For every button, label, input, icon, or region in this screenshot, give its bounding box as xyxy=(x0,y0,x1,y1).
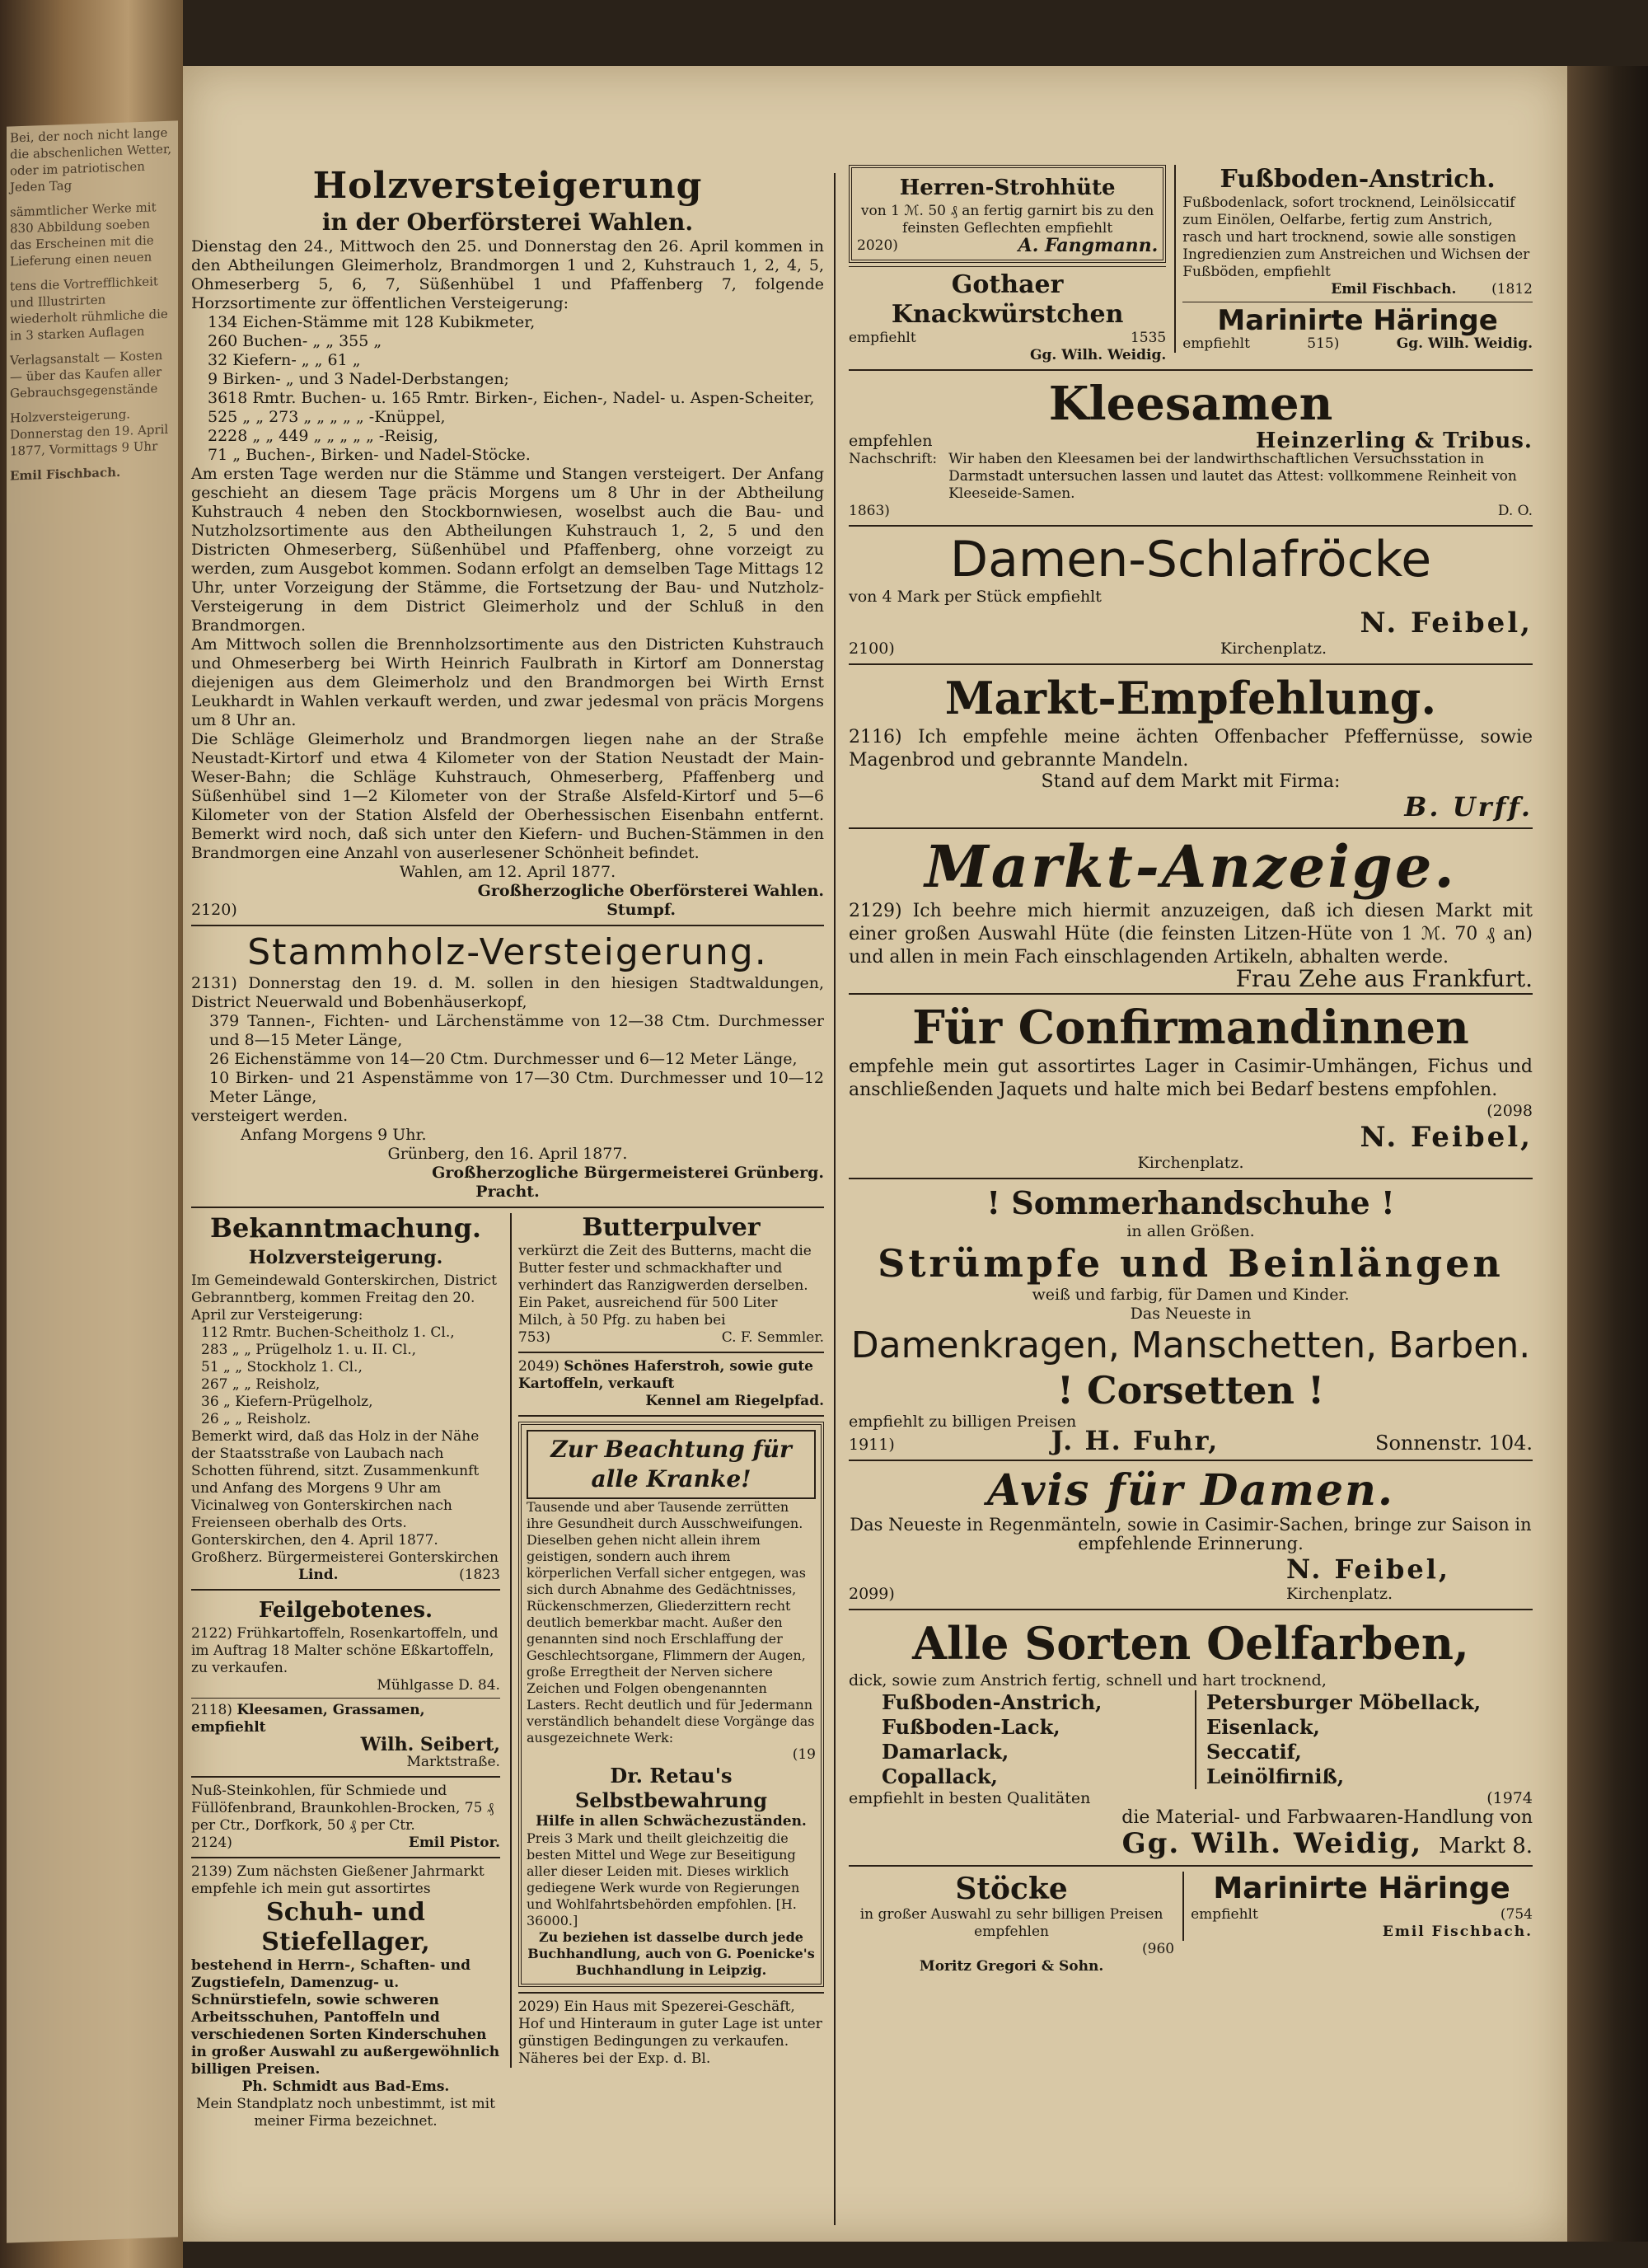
ad-steinkohlen xyxy=(191,1783,500,1852)
ad-text: empfiehlt xyxy=(1182,335,1250,352)
ad-number: 2020) xyxy=(857,237,898,254)
ad-newest: Das Neueste in xyxy=(1130,1305,1252,1323)
ad-kleesamen xyxy=(849,376,1533,520)
item: 10 Birken- und 21 Aspenstämme von 17—30 Ctm. Durchmesser und 10—12 Meter Länge, xyxy=(209,1069,824,1106)
ad-text: bestehend in Herrn-, Schaften- und Zugstiefeln, Damenzug- u. Schnürstiefeln, sowie schweren Arbeitsschuhen, Pantoffeln und verschiedenen Sorten Kinderschuhen in großer Auswahl zu außergewöhnlich billigen Preisen. xyxy=(191,1957,500,2078)
ad-text: empfiehlt xyxy=(849,330,916,346)
ad-signer: Gg. Wilh. Weidig. xyxy=(1396,335,1533,352)
divider xyxy=(849,663,1533,665)
ad-signer: Emil Pistor. xyxy=(408,1835,500,1851)
ad-schlafroecke xyxy=(849,532,1533,658)
divider xyxy=(849,525,1533,527)
ad-number: 2099) xyxy=(849,1585,895,1603)
ad-title: Feilgebotenes. xyxy=(258,1598,433,1623)
ad-intro: 2131) Donnerstag den 19. d. M. sollen in den hiesigen Stadtwaldungen, District Neuerwald und Bobenhäuserkopf, xyxy=(191,974,824,1011)
ad-number: 1535 xyxy=(1130,330,1167,346)
ad-title: Alle Sorten Oelfarben, xyxy=(912,1617,1469,1670)
divider xyxy=(849,993,1533,995)
item: 26 „ „ Reisholz. xyxy=(201,1411,311,1427)
ad-title: Bekanntmachung. xyxy=(209,1212,481,1244)
ad-text: empfiehlt zu billigen Preisen xyxy=(849,1413,1077,1431)
ad-text: in großer Auswahl zu sehr billigen Preisen empfehlen xyxy=(859,1906,1163,1940)
ad-text3: Zu beziehen ist dasselbe durch jede Buchhandlung, auch von G. Poenicke's Buchhandlung in Leipzig. xyxy=(527,1929,815,1978)
authority: Großherzogliche Bürgermeisterei Grünberg. xyxy=(432,1164,824,1182)
item: 260 Buchen- „ „ 355 „ xyxy=(208,332,382,350)
ad-knackwurst xyxy=(849,270,1166,364)
ad-book-sub: Hilfe in allen Schwächezuständen. xyxy=(536,1813,807,1830)
ad-text: empfehle mein gut assortirtes Lager in Casimir-Umhängen, Fichus und anschließenden Jaquets und halte mich bei Bedarf bestens empfohlen. xyxy=(849,1057,1533,1100)
ad-title: Herren-Strohhüte xyxy=(899,176,1116,200)
ad-number: 2100) xyxy=(849,640,895,658)
product-item: Copallack, xyxy=(882,1764,998,1788)
ad-number: 2139) xyxy=(191,1863,232,1880)
ad-title: Damen-Schlafröcke xyxy=(949,531,1432,588)
ad-fussboden xyxy=(1182,165,1533,298)
product-item: Seccatif, xyxy=(1206,1740,1302,1764)
ad-title: Für Confirmandinnen xyxy=(912,1000,1469,1055)
ad-haus xyxy=(518,1999,824,2068)
ad-sommerhandschuhe xyxy=(849,1184,1533,1455)
ad-title: Markt-Anzeige. xyxy=(925,832,1457,901)
ad-signer: Heinzerling & Tribus. xyxy=(1255,429,1533,453)
ad-subtitle: in der Oberförsterei Wahlen. xyxy=(321,209,694,236)
item: 2228 „ „ 449 „ „ „ „ „ -Reisig, xyxy=(208,427,438,445)
ad-signer: J. H. Fuhr, xyxy=(1051,1425,1220,1456)
divider xyxy=(518,1352,824,1353)
ad-date: Gonterskirchen, den 4. April 1877. xyxy=(191,1532,438,1549)
ad-signer: N. Feibel, xyxy=(1286,1553,1450,1585)
book-spine xyxy=(0,0,183,2268)
item: 26 Eichenstämme von 14—20 Ctm. Durchmesser und 6—12 Meter Länge, xyxy=(209,1050,798,1068)
divider xyxy=(849,827,1533,829)
ad-note: Mein Standplatz noch unbestimmt, ist mit meiner Firma bezeichnet. xyxy=(196,2096,495,2130)
ad-title: Stöcke xyxy=(955,1872,1068,1906)
ad-signer: Wilh. Seibert, xyxy=(360,1734,500,1755)
item: 36 „ Kiefern-Prügelholz, xyxy=(201,1394,373,1410)
ad-oelfarben xyxy=(849,1615,1533,1860)
item: 134 Eichen-Stämme mit 128 Kubikmeter, xyxy=(208,313,536,331)
product-item: Petersburger Möbellack, xyxy=(1206,1690,1482,1714)
ad-sizes: in allen Größen. xyxy=(1126,1222,1255,1240)
ad-signer: B. Urff. xyxy=(1404,791,1533,822)
ad-signer: Gg. Wilh. Weidig, xyxy=(1121,1827,1423,1860)
ad-number: (754 xyxy=(1500,1906,1533,1923)
ad-title: Marinirte Häringe xyxy=(1217,304,1498,337)
ad-number: (1812 xyxy=(1491,281,1533,298)
ad-title: Stammholz-Versteigerung. xyxy=(247,931,768,973)
item: 71 „ Buchen-, Birken- und Nadel-Stöcke. xyxy=(208,446,531,464)
divider xyxy=(849,1460,1533,1461)
ad-best: empfiehlt in besten Qualitäten xyxy=(849,1789,1091,1807)
ad-title: Butterpulver xyxy=(582,1213,761,1242)
ad-title: Kleesamen xyxy=(1048,377,1333,431)
left-fragment-2: tens die Vortrefflichkeit und Illustrirten wiederholt rühmliche die in 3 starken Auflagen xyxy=(10,274,168,344)
divider xyxy=(849,266,1166,267)
ad-butterpulver xyxy=(518,1213,824,1347)
ad-signer: N. Feibel, xyxy=(1360,1121,1533,1154)
ad-signer: Mühlgasse D. 84. xyxy=(377,1677,500,1694)
ad-number: 2049) xyxy=(517,1358,559,1375)
ad-stand: Stand auf dem Markt mit Firma: xyxy=(1041,771,1341,792)
ad-note: Bemerkt wird, daß das Holz in der Nähe der Staatsstraße von Laubach nach Schotten führend, sitzt. Zusammenkunft und Anfang des Morgens 9 Uhr am Vicinalweg von Gonterskirchen nach Freienseen oberhalb des Orts. xyxy=(191,1428,480,1531)
ad-text: verkürzt die Zeit des Butterns, macht die Butter fester und schmackhafter und verhindert das Ranzigwerden derselben. Ein Paket, ausreichend für 500 Liter Milch, à 50 Pfg. zu haben bei xyxy=(517,1243,812,1328)
divider xyxy=(518,1415,824,1417)
ad-signer: Gg. Wilh. Weidig. xyxy=(1029,347,1167,363)
ad-para: Am ersten Tage werden nur die Stämme und Stangen versteigert. Der Anfang geschieht an diesem Tage präcis Morgens um 8 Uhr in der Abtheilung Kuhstrauch 4 neben den Stockbornwiesen, woselbst auch die Bau- und Nutzholzsortimente aus den Abtheilungen Kuhstrauch 1, 2, 5 und den Districten Ohmeserberg, Süßenhübel und Pfaffenberg, ohne vorzeigt zu werden, zum Ausgebot kommen. Sodann erfolgt an demselben Tage Mittags 12 Uhr, unter Vorzeigung der Stämme, die Fortsetzung der Bau- und Nutzholz-Versteigerung in dem District Gleimerholz und der Schluß in den Brandmorgen. xyxy=(191,465,824,635)
item: 32 Kiefern- „ „ 61 „ xyxy=(208,351,361,369)
ad-haferstroh xyxy=(518,1358,824,1410)
ad-text2: Preis 3 Mark und theilt gleichzeitig die besten Mittel und Wege zur Beseitigung aller dieser Leiden mit. Dieses wirklich gediegene Werk wurde von Regierungen und Wohlfahrtsbehörden empfohlen. [H. 36000.] xyxy=(526,1830,800,1928)
divider xyxy=(191,1589,500,1591)
ad-book-title: Dr. Retau's Selbstbewahrung xyxy=(574,1764,768,1812)
ad-number: 1911) xyxy=(849,1436,895,1454)
ad-text: dick, sowie zum Anstrich fertig, schnell und hart trocknend, xyxy=(849,1671,1327,1689)
ad-number: (2098 xyxy=(1486,1102,1533,1120)
ad-intro: Zum nächsten Gießener Jahrmarkt empfehle ich mein gut assortirtes xyxy=(191,1863,485,1897)
divider xyxy=(191,925,824,926)
ad-number: 2029) xyxy=(517,1999,559,2015)
divider xyxy=(849,1865,1533,1867)
product-item: Damarlack, xyxy=(882,1740,1009,1764)
ad-ps-label: Nachschrift: xyxy=(849,451,938,467)
ad-text: Kleesamen, Grassamen, empfiehlt xyxy=(191,1702,425,1736)
item: 51 „ „ Stockholz 1. Cl., xyxy=(201,1359,363,1375)
ad-number: 2120) xyxy=(191,901,237,919)
ad-para: Die Schläge Gleimerholz und Brandmorgen liegen nahe an der Straße Neustadt-Kirtorf und etwa 4 Kilometer von der Station Neustadt der Main-Weser-Bahn; die Schläge Kuhstrauch, Ohmeserberg, Pfaffenberg und Süßenhübel sind 1—2 Kilometer von der Straße Alsfeld-Kirtorf und 5—6 Kilometer von der Station Alsfeld der Oberhessischen Eisenbahn entfernt. Bemerkt wird noch, daß sich unter den Kiefern- und Buchen-Stämmen in den Brandmorgen eine Anzahl von auserlesener Schönheit befindet. xyxy=(191,730,824,862)
left-fragment-4: Holzversteigerung. Donnerstag den 19. April 1877, Vormittags 9 Uhr xyxy=(10,406,169,459)
ad-strohhuete xyxy=(849,165,1166,263)
ad-number: (1823 xyxy=(459,1567,500,1583)
ad-para: Am Mittwoch sollen die Brennholzsortimente aus den Districten Kuhstrauch und Ohmeserberg bei Wirth Heinrich Faulbrath in Kirtorf am Donnerstag diejenigen aus dem Gleimerholz und den Brandmorgen bei Wirth Ernst Leukhardt in Wahlen verkauft werden, und zwar jedesmal von präcis Morgens um 8 Uhr an. xyxy=(191,635,824,729)
ad-text: 2116) Ich empfehle meine ächten Offenbacher Pfeffernüsse, sowie Magenbrod und gebrannte Mandeln. xyxy=(849,727,1533,771)
item: 379 Tannen-, Fichten- und Lärchenstämme von 12—38 Ctm. Durchmesser und 8—15 Meter Länge, xyxy=(209,1012,824,1049)
column-left xyxy=(191,165,824,2130)
ad-subtitle: Holzversteigerung. xyxy=(248,1247,443,1268)
left-fragment-1: sämmtlicher Werke mit 830 Abbildung soeben das Erscheinen mit die Lieferung einen neuen xyxy=(10,199,157,269)
ad-number: (1974 xyxy=(1486,1789,1533,1807)
left-page-fragment xyxy=(7,120,178,2242)
ad-haeringe-weidig xyxy=(1182,306,1533,353)
divider xyxy=(191,1857,500,1858)
place-date: Grünberg, den 16. April 1877. xyxy=(387,1145,628,1163)
ad-text: Schönes Haferstroh, sowie gute Kartoffeln, verkauft xyxy=(517,1358,814,1392)
divider xyxy=(191,1698,500,1699)
newspaper-page xyxy=(183,66,1567,2242)
ad-place: Kirchenplatz. xyxy=(1220,640,1327,658)
ad-signer: Moritz Gregori & Sohn. xyxy=(919,1958,1104,1975)
product-item: Eisenlack, xyxy=(1206,1715,1320,1739)
ad-title: Avis für Damen. xyxy=(986,1465,1395,1516)
ad-number: 753) xyxy=(517,1329,551,1346)
ad-number: 515) xyxy=(1307,335,1340,352)
ad-signer: N. Feibel, xyxy=(1360,607,1533,640)
ad-ps-text: Wir haben den Kleesamen bei der landwirthschaftlichen Versuchsstation in Darmstadt untersuchen lassen und lautet das Attest: vollkommene Reinheit von Kleeseide-Samen. xyxy=(948,451,1517,502)
ad-schuhlager xyxy=(191,1863,500,2130)
item: 283 „ „ Prügelholz 1. u. II. Cl., xyxy=(201,1342,417,1358)
column-rule xyxy=(834,173,836,2225)
product-item: Fußboden-Anstrich, xyxy=(882,1690,1103,1714)
ad-place: Kirchenplatz. xyxy=(1286,1585,1393,1603)
authority: Großherzogliche Oberförsterei Wahlen. xyxy=(477,882,824,900)
ad-title: Schuh- und Stiefellager, xyxy=(261,1898,430,1956)
ad-number: 1863) xyxy=(849,503,890,519)
ad-feilgebotenes xyxy=(191,1596,500,1771)
left-fragment-0: Bei, der noch nicht lange die abschenlichen Wetter, oder im patriotischen Jeden Tag xyxy=(10,124,172,195)
place-date: Wahlen, am 12. April 1877. xyxy=(399,863,616,881)
ad-items xyxy=(191,313,824,465)
ad-colors: weiß und farbig, für Damen und Kinder. xyxy=(1032,1286,1350,1304)
ad-avis-damen xyxy=(849,1466,1533,1604)
ad-text: Tausende und aber Tausende zerrütten ihre Gesundheit durch Ausschweifungen. Dieselben gehen nicht allein ihrem geistigen, sondern auch ihrem körperlichen Verfall sicher entgegen, was sich durch Abnahme des Gedächtnisses, Rückenschmerzen, Gliederzittern recht deutlich bemerkbar macht. Außer den genannten sind noch Erschlaffung der Geschlechtsorgane, Flimmern der Augen, große Erregtheit der Nerven sichere Zeichen und Folgen obengenannten Lasters. Recht deutlich und für Jedermann verständlich behandelt diese Vorgänge das ausgezeichnete Werk: xyxy=(526,1499,815,1746)
ad-bekanntmachung xyxy=(191,1213,500,1584)
ad-title: Holzversteigerung xyxy=(312,165,703,207)
divider xyxy=(518,1992,824,1994)
ad-text: Das Neueste in Regenmänteln, sowie in Casimir-Sachen, bringe zur Saison in empfehlende Erinnerung. xyxy=(850,1515,1532,1553)
ad-text: von 1 ℳ. 50 ₰ an fertig garnirt bis zu den feinsten Geflechten empfiehlt xyxy=(860,203,1154,237)
ad-text: empfehlen xyxy=(849,432,933,450)
ad-ps-signer: D. O. xyxy=(1497,503,1533,519)
signer: Lind. xyxy=(298,1567,339,1583)
ad-signer: Kennel am Riegelpfad. xyxy=(645,1393,824,1409)
item: 3618 Rmtr. Buchen- u. 165 Rmtr. Birken-, Eichen-, Nadel- u. Aspen-Scheiter, xyxy=(208,389,815,407)
divider xyxy=(849,369,1533,371)
left-fragment-3: Verlagsanstalt — Kosten — über das Kaufen aller Gebrauchsgegenstände xyxy=(10,348,163,401)
ad-place: Kirchenplatz. xyxy=(1137,1154,1244,1172)
divider xyxy=(849,1178,1533,1179)
ad-signer: Emil Fischbach. xyxy=(1382,1924,1533,1940)
ad-kranke xyxy=(518,1422,824,1987)
product-item: Leinölfirniß, xyxy=(1206,1764,1345,1788)
item: 267 „ „ Reisholz, xyxy=(201,1376,321,1393)
ad-signer: Frau Zehe aus Frankfurt. xyxy=(1235,965,1533,992)
divider xyxy=(191,1776,500,1778)
ad-dates: Dienstag den 24., Mittwoch den 25. und Donnerstag den 26. April kommen in den Abtheilungen Gleimerholz, Brandmorgen 1 und 2, Kuhstrauch 1, 2, 4, 5, Ohmeserberg 5, 6, 7, Süßenhübel 1 und Pfaffenberg 7, folgende Horzsortimente zur öffentlichen Versteigerung: xyxy=(191,237,824,312)
ad-shop: die Material- und Farbwaaren-Handlung von xyxy=(1121,1807,1533,1828)
authority: Großherz. Bürgermeisterei Gonterskirchen xyxy=(191,1549,499,1566)
divider xyxy=(191,1207,824,1208)
ad-signer: A. Fangmann. xyxy=(1018,235,1159,256)
ad-confirmandinnen xyxy=(849,1000,1533,1173)
ad-haeringe-fischbach xyxy=(1182,1872,1533,1941)
ad-title: Marinirte Häringe xyxy=(1213,1872,1510,1905)
ad-number: 2118) xyxy=(191,1702,232,1718)
ad-title3: Damenkragen, Manschetten, Barben. xyxy=(850,1324,1531,1366)
ad-stoecke xyxy=(849,1872,1174,1975)
divider xyxy=(849,1609,1533,1610)
ad-holzversteigerung-wahlen xyxy=(191,165,824,920)
ad-signer: Emil Fischbach. xyxy=(1331,281,1457,298)
ad-address: Markt 8. xyxy=(1439,1834,1533,1858)
item: 9 Birken- „ und 3 Nadel-Derbstangen; xyxy=(208,370,509,388)
ad-text: Ein Haus mit Spezerei-Geschäft, Hof und Hinteraum in guter Lage ist unter günstigen Bedingungen zu verkaufen. Näheres bei der Exp. d. Bl. xyxy=(517,1999,822,2067)
ad-signer: Ph. Schmidt aus Bad-Ems. xyxy=(241,2078,450,2095)
signer: Pracht. xyxy=(475,1183,540,1201)
ad-signer: C. F. Semmler. xyxy=(721,1329,824,1346)
ad-text: Fußbodenlack, sofort trocknend, Leinölsiccatif zum Einölen, Oelfarbe, fertig zum Anstrich, rasch und hart trocknend, sowie alle sonstigen Ingredienzien zum Anstreichen und Wichsen der Fußböden, empfiehlt xyxy=(1182,194,1530,280)
signer: Stumpf. xyxy=(606,901,676,919)
ad-number: (19 xyxy=(792,1746,816,1763)
ad-title: Zur Beachtung für alle Kranke! xyxy=(527,1430,816,1499)
ad-number: (960 xyxy=(1142,1941,1175,1957)
right-binding xyxy=(1567,66,1648,2242)
ad-title2: Strümpfe und Beinlängen xyxy=(878,1241,1504,1286)
ad-markt-empfehlung xyxy=(849,670,1533,822)
ad-title4: ! Corsetten ! xyxy=(1056,1368,1325,1413)
product-item: Fußboden-Lack, xyxy=(882,1715,1060,1739)
ad-text: 2129) Ich beehre mich hiermit anzuzeigen, daß ich diesen Markt mit einer großen Auswahl Hüte (die feinsten Litzen-Hüte von 1 ℳ. 70 ₰ an) und allen in mein Fach einschlagenden Artikeln, abhalten werde. xyxy=(849,901,1533,968)
ad-place: Marktstraße. xyxy=(406,1754,500,1770)
ad-title: Markt-Empfehlung. xyxy=(944,672,1437,724)
ad-text: 2122) Frühkartoffeln, Rosenkartoffeln, und im Auftrag 18 Malter schöne Eßkartoffeln, zu verkaufen. xyxy=(191,1625,499,1676)
ad-number: 2124) xyxy=(191,1835,232,1851)
ad-text: von 4 Mark per Stück empfiehlt xyxy=(849,588,1102,606)
ad-markt-anzeige xyxy=(849,832,1533,992)
ad-address: Sonnenstr. 104. xyxy=(1375,1432,1533,1455)
ad-text: Im Gemeindewald Gonterskirchen, District Gebranntberg, kommen Freitag den 20. April zur Versteigerung: xyxy=(191,1272,497,1324)
item: 112 Rmtr. Buchen-Scheitholz 1. Cl., xyxy=(201,1324,455,1341)
column-right xyxy=(849,165,1533,1975)
ad-text: empfiehlt xyxy=(1191,1906,1258,1923)
ad-title: Gothaer Knackwürstchen xyxy=(891,270,1124,329)
left-fragment-5: Emil Fischbach. xyxy=(10,464,121,484)
ad-end: versteigert werden. xyxy=(191,1107,349,1125)
item: 525 „ „ 273 „ „ „ „ „ -Knüppel, xyxy=(208,408,446,426)
ad-stammholz xyxy=(191,931,824,1202)
ad-title: ! Sommerhandschuhe ! xyxy=(986,1184,1395,1221)
ad-title: Fußboden-Anstrich. xyxy=(1220,165,1496,194)
ad-start: Anfang Morgens 9 Uhr. xyxy=(241,1126,427,1144)
ad-text: Nuß-Steinkohlen, für Schmiede und Füllöfenbrand, Braunkohlen-Brocken, 75 ₰ per Ctr., Dorfkork, 50 ₰ per Ctr. xyxy=(191,1783,494,1834)
